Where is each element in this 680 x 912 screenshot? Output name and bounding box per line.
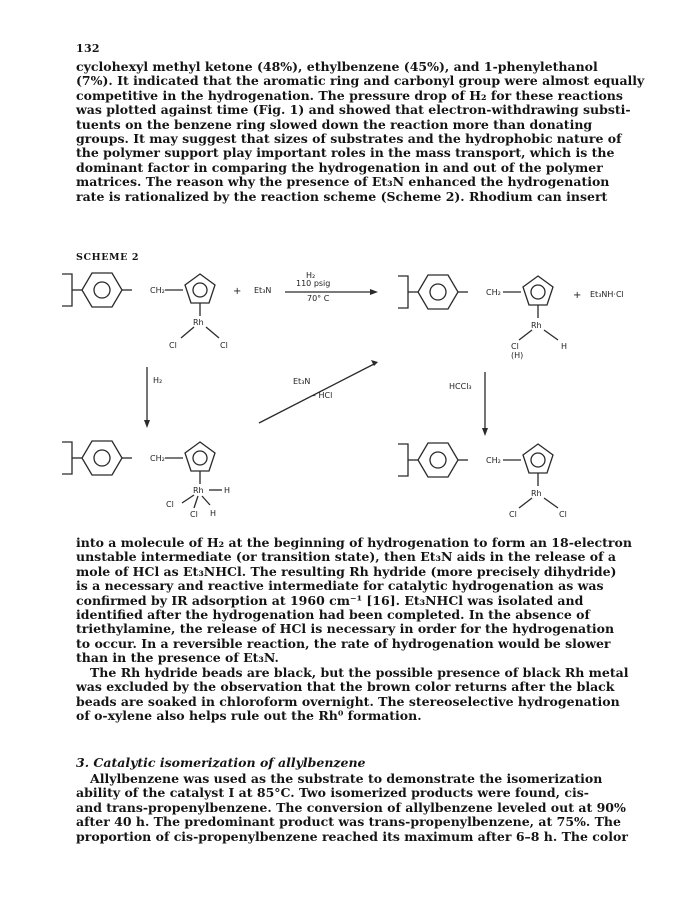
h2-addition-arrow xyxy=(144,367,162,428)
text-line: Allylbenzene was used as the substrate to demonstrate the isomerization xyxy=(90,771,603,786)
paragraph-bottom xyxy=(76,772,636,844)
text-line: competitive in the hydrogenation. The pressure drop of H₂ for these reactions xyxy=(76,87,623,103)
h-label: H xyxy=(561,342,568,351)
text-line: proportion of cis-propenylbenzene reached its maximum after 6–8 h. The color xyxy=(76,828,628,844)
text-line: to occur. In a reversible reaction, the rate of hydrogenation would be slower xyxy=(76,635,611,651)
text-line: The Rh hydride beads are black, but the possible presence of black Rh metal xyxy=(90,665,629,680)
paragraph-middle xyxy=(76,536,636,666)
text-line: unstable intermediate (or transition state), then Et₃N aids in the release of a xyxy=(76,549,616,565)
rh-label: Rh xyxy=(531,321,542,330)
minus-hcl-label: – HCl xyxy=(312,391,333,400)
scheme-label: SCHEME 2 xyxy=(76,252,140,263)
rh-label: Rh xyxy=(531,489,542,498)
complex-rh-chloride-hydride xyxy=(398,275,567,360)
et3n-label: Et₃N xyxy=(293,377,311,386)
ch2-label: CH₂ xyxy=(486,456,501,465)
text-line: is a necessary and reactive intermediate for catalytic hydrogenation as was xyxy=(76,578,604,594)
text-line: was excluded by the observation that the brown color returns after the black xyxy=(76,679,615,695)
plus-sign: + xyxy=(233,286,242,297)
ch2-label: CH₂ xyxy=(486,288,501,297)
rh-label: Rh xyxy=(193,486,204,495)
h2-label: H₂ xyxy=(153,376,163,385)
hcl-elimination-arrow xyxy=(259,360,378,423)
text-line: groups. It may suggest that sizes of substrates and the hydrophobic nature of xyxy=(76,131,622,147)
text-line: rate is rationalized by the reaction scheme (Scheme 2). Rhodium can insert xyxy=(76,188,608,204)
text-line: tuents on the benzene ring slowed down the reaction more than donating xyxy=(76,116,593,132)
text-line: confirmed by IR adsorption at 1960 cm⁻¹ [16]. Et₃NHCl was isolated and xyxy=(76,592,584,608)
h2-label: H₂ xyxy=(306,271,316,280)
complex-rh-dichloride xyxy=(62,273,228,350)
cl-label: Cl xyxy=(509,510,517,519)
text-line: dominant factor in comparing the hydrogenation in and out of the polymer xyxy=(76,159,603,175)
cl-label: Cl xyxy=(169,341,177,350)
text-line: ability of the catalyst I at 85°C. Two isomerized products were found, cis- xyxy=(76,785,589,801)
text-line: identified after the hydrogenation had been completed. In the absence of xyxy=(76,607,590,623)
cl-label: Cl xyxy=(166,500,174,509)
text-line: beads are soaked in chloroform overnight. The stereoselective hydrogenation xyxy=(76,693,620,709)
h-label: H xyxy=(210,509,217,518)
cl-label: Cl xyxy=(190,510,198,519)
page-number: 132 xyxy=(76,42,100,55)
ch2-label: CH₂ xyxy=(150,286,165,295)
rh-label: Rh xyxy=(193,318,204,327)
text-line: of o-xylene also helps rule out the Rh⁰ formation. xyxy=(76,708,422,724)
text-line: after 40 h. The predominant product was trans-propenylbenzene, at 75%. The xyxy=(76,814,621,830)
pressure-label: 110 psig xyxy=(296,279,331,288)
complex-rh-dichloride-regenerated xyxy=(398,443,567,519)
text-line: into a molecule of H₂ at the beginning of hydrogenation to form an 18-electron xyxy=(76,535,632,550)
complex-rh-dichloride-dihydride xyxy=(62,441,230,519)
hccl3-arrow xyxy=(449,372,488,436)
text-line: matrices. The reason why the presence of Et₃N enhanced the hydrogenation xyxy=(76,174,610,190)
text-line: than in the presence of Et₃N. xyxy=(76,650,279,666)
cl-label: Cl xyxy=(511,342,519,351)
hydrogenation-arrow xyxy=(285,271,378,303)
et3nh-cl-label: Et₃NH·Cl xyxy=(590,290,624,299)
text-line: the polymer support play important roles in the mass transport, which is the xyxy=(76,145,615,161)
text-line: and trans-propenylbenzene. The conversion of allylbenzene leveled out at 90% xyxy=(76,799,626,815)
h-label: (H) xyxy=(511,351,524,360)
hccl3-label: HCCl₃ xyxy=(449,382,472,391)
et3n-label: Et₃N xyxy=(254,286,272,295)
cl-label: Cl xyxy=(220,341,228,350)
text-line: mole of HCl as Et₃NHCl. The resulting Rh hydride (more precisely dihydride) xyxy=(76,563,617,579)
temperature-label: 70° C xyxy=(307,294,330,303)
text-line: (7%). It indicated that the aromatic ring and carbonyl group were almost equally xyxy=(76,73,645,89)
cl-label: Cl xyxy=(559,510,567,519)
section-heading: 3. Catalytic isomerization of allylbenzene xyxy=(76,755,366,770)
text-line: was plotted against time (Fig. 1) and showed that electron-withdrawing substi- xyxy=(76,102,631,118)
ch2-label: CH₂ xyxy=(150,454,165,463)
paragraph-beads xyxy=(76,666,636,724)
text-line: triethylamine, the release of HCl is necessary in order for the hydrogenation xyxy=(76,621,615,637)
h-label: H xyxy=(224,486,231,495)
text-line: cyclohexyl methyl ketone (48%), ethylbenzene (45%), and 1-phenylethanol xyxy=(76,59,598,74)
plus-sign: + xyxy=(573,290,582,301)
